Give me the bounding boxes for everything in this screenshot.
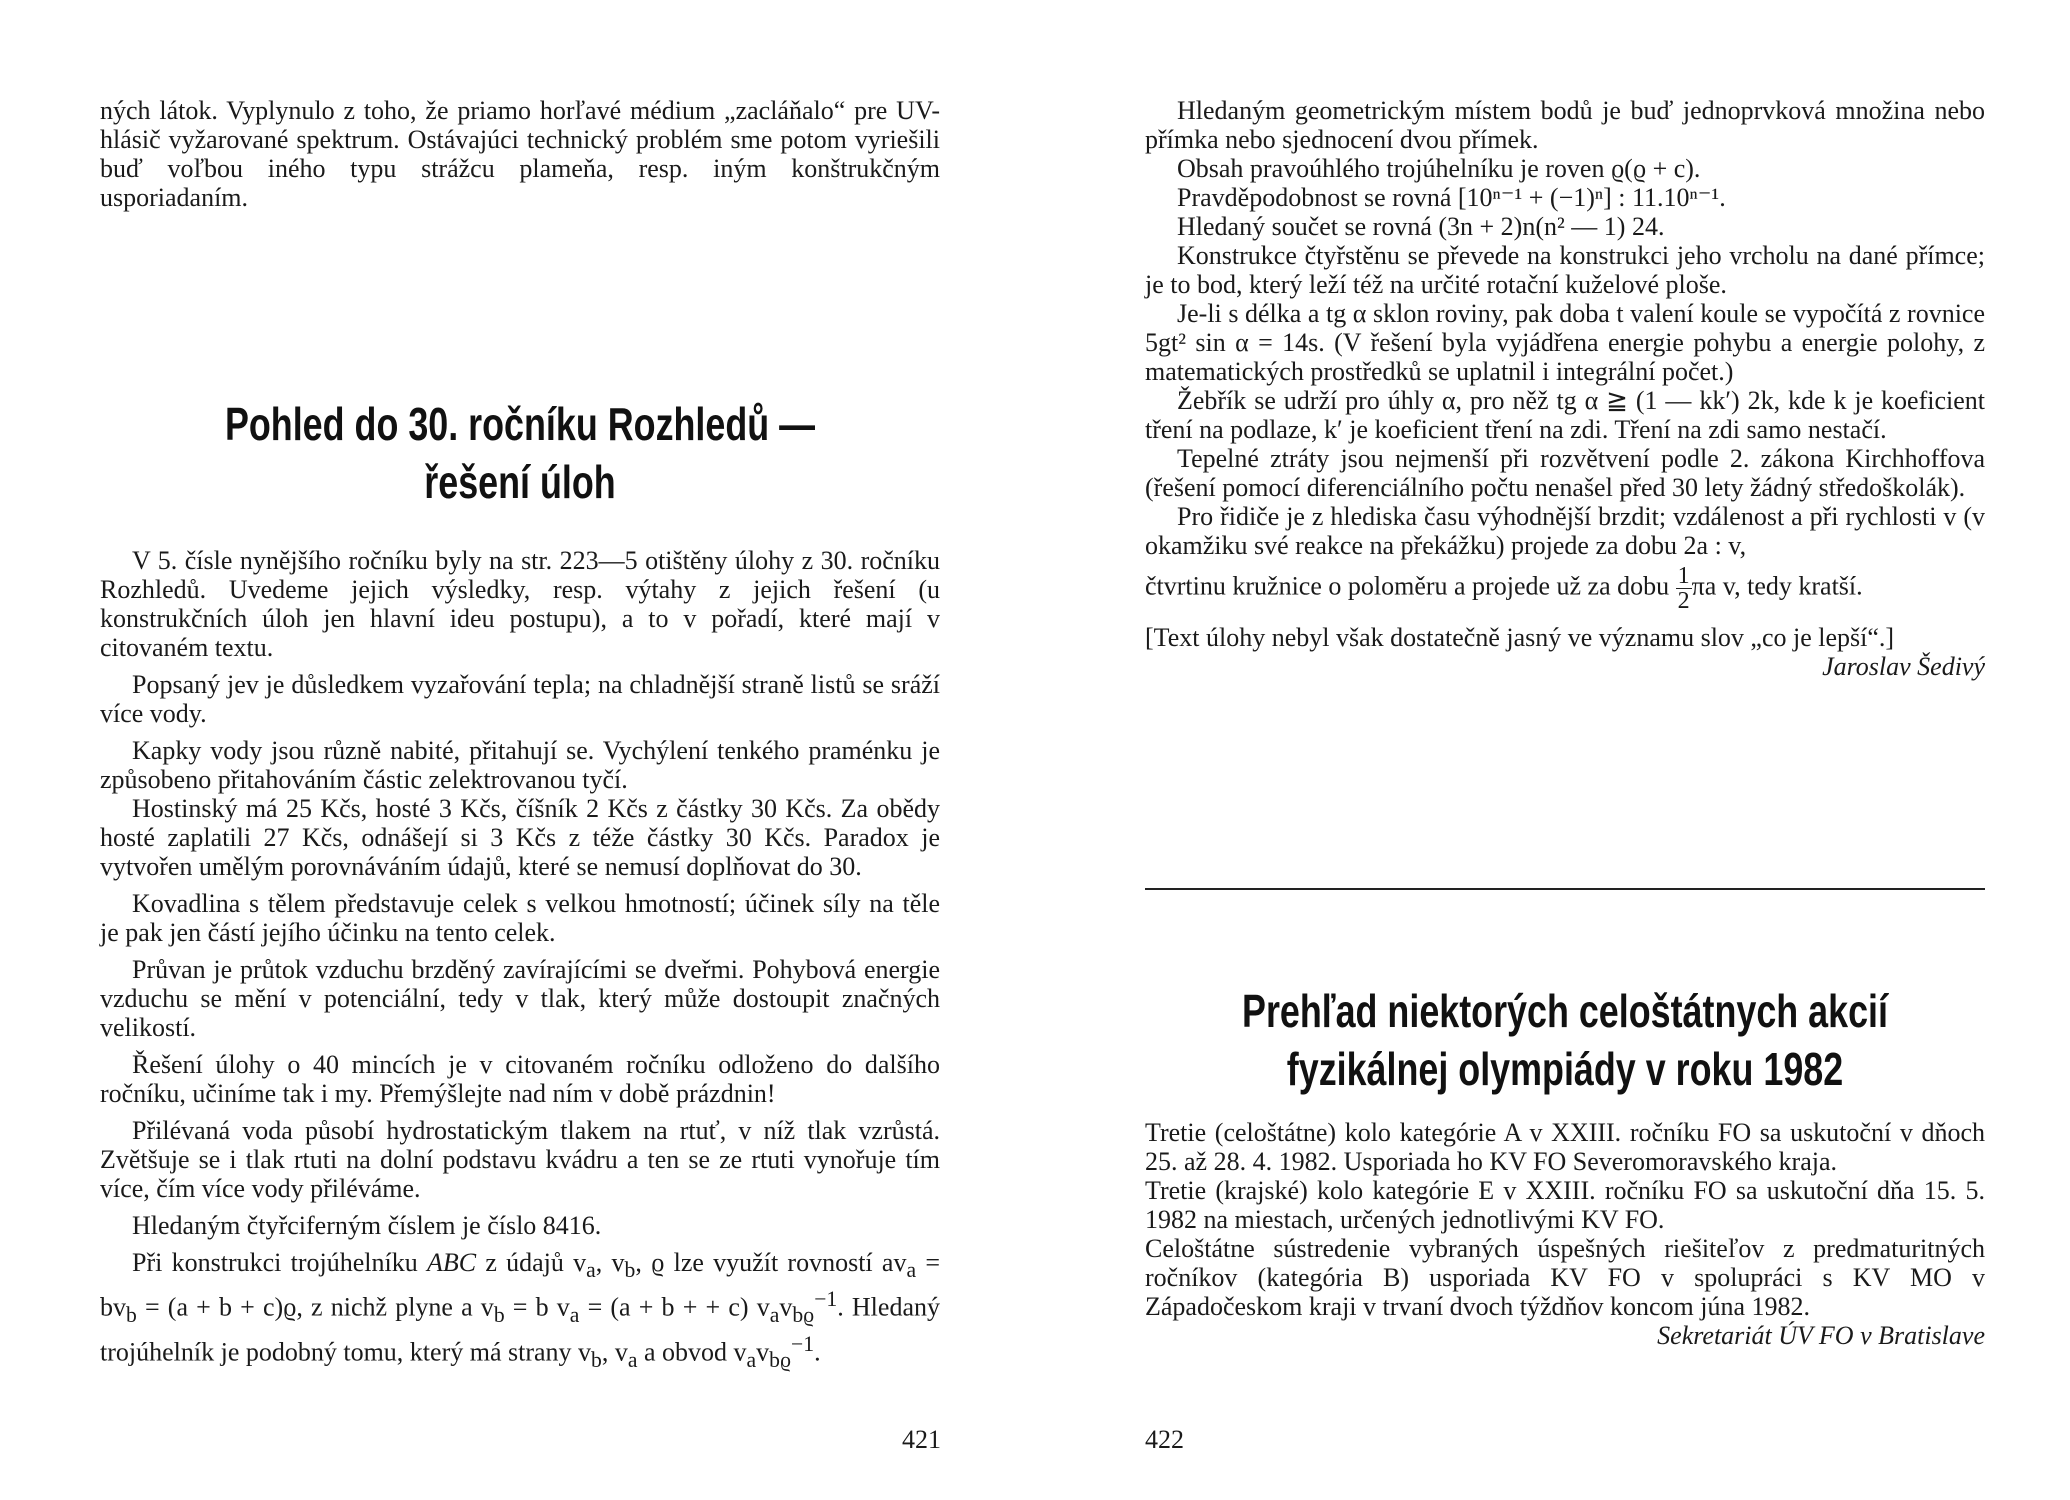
paragraph: Celoštátne sústredenie vybraných úspešných riešiteľov z predmaturitných ročníkov (kategória B) usporiada KV FO v spolupráci s KV MO v Západočeskom kraji v trvaní dvoch týždňov koncom júna 1982. bbox=[1145, 1234, 1985, 1321]
left-page bbox=[100, 0, 940, 1500]
paragraph: Hostinský má 25 Kčs, hosté 3 Kčs, číšník 2 Kčs z částky 30 Kčs. Za obědy hosté zaplatili 27 Kčs, odnášejí si 3 Kčs z téže částky 30 Kčs. Paradox je vytvořen umělým porovnáváním údajů, které se nemusí doplňovat do 30. bbox=[100, 794, 940, 881]
section-divider bbox=[1145, 888, 1985, 890]
sub: a bbox=[586, 1258, 596, 1283]
sub: b bbox=[493, 1303, 505, 1328]
text: = bv bbox=[100, 1248, 940, 1322]
right-page bbox=[1145, 0, 1985, 1500]
paragraph: Žebřík se udrží pro úhly α, pro něž tg α ≧ (1 — kk′) 2k, kde k je koeficient tření na podlaze, k′ je koeficient tření na zdi. Tření na zdi samo nestačí. bbox=[1145, 386, 1985, 444]
solutions-continued bbox=[1145, 96, 1985, 681]
olympiad-body bbox=[1145, 1118, 1985, 1350]
text: πa v, tedy kratší. bbox=[1691, 571, 1863, 601]
solutions-body bbox=[100, 546, 940, 1375]
text: a obvod v bbox=[637, 1337, 747, 1367]
fraction-denominator: 2 bbox=[1677, 588, 1690, 614]
paragraph: Hledaný součet se rovná (3n + 2)n(n² — 1) 24. bbox=[1177, 212, 1665, 241]
sub: bϱ bbox=[769, 1347, 792, 1372]
text: = (a + b + + c) v bbox=[579, 1292, 770, 1322]
paragraph: Je-li s délka a tg α sklon roviny, pak doba t valení koule se vypočítá z rovnice 5gt² sin α = 14s. (V řešení byla vyjádřena energie pohybu a energie polohy, z matematických prostředků se uplatnil i integrální počet.) bbox=[1145, 299, 1985, 386]
math: ABC bbox=[426, 1248, 477, 1277]
sub: a bbox=[769, 1303, 780, 1328]
sub: a bbox=[627, 1347, 638, 1372]
text: v bbox=[779, 1292, 793, 1322]
sub: bϱ bbox=[792, 1303, 815, 1328]
bracket-note: [Text úlohy nebyl však dostatečně jasný ve významu slov „co je lepší“.] bbox=[1145, 623, 1895, 652]
heading-line-2: řešení úloh bbox=[424, 456, 616, 508]
text: . bbox=[814, 1337, 821, 1367]
paragraph: Hledaným čtyřciferným číslem je číslo 8416. bbox=[132, 1211, 602, 1240]
sub: b bbox=[126, 1303, 137, 1328]
paragraph: Konstrukce čtyřstěnu se převede na konstrukci jeho vrcholu na dané přímce; je to bod, který leží též na určité rotační kuželové ploše. bbox=[1145, 241, 1985, 299]
paragraph: Pravděpodobnost se rovná [10ⁿ⁻¹ + (−1)ⁿ] : 11.10ⁿ⁻¹. bbox=[1177, 183, 1726, 212]
paragraph: Hledaným geometrickým místem bodů je buď jednoprvková množina nebo přímka nebo sjednocení dvou přímek. bbox=[1145, 96, 1985, 154]
page-number-left: 421 bbox=[902, 1425, 941, 1454]
sub: b bbox=[624, 1258, 636, 1283]
heading-line-2: fyzikálnej olympiády v roku 1982 bbox=[1286, 1043, 1844, 1095]
sub: a bbox=[906, 1258, 917, 1283]
text: čtvrtinu kružnice o poloměru a projede už za dobu bbox=[1145, 571, 1676, 601]
sub: b bbox=[591, 1347, 602, 1372]
fraction-numerator: 1 bbox=[1677, 563, 1690, 589]
text: , ϱ lze využít rovností av bbox=[635, 1248, 907, 1277]
paragraph: Řešení úlohy o 40 mincích je v citovaném ročníku odloženo do dalšího ročníku, učiníme tak i my. Přemýšlejte nad ním v době prázdnin! bbox=[100, 1050, 940, 1108]
paragraph: Tretie (krajské) kolo kategórie E v XXIII. ročníku FO sa uskutoční dňa 15. 5. 1982 na miestach, určených jednotlivými KV FO. bbox=[1145, 1176, 1985, 1234]
paragraph: Pro řidiče je z hlediska času výhodnější brzdit; vzdálenost a při rychlosti v (v okamžiku své reakce na překážku) projede za dobu 2a : v, bbox=[1145, 502, 1985, 560]
sub: a bbox=[746, 1347, 757, 1372]
text: , v bbox=[595, 1248, 625, 1277]
section-heading-olympiada bbox=[1237, 982, 1892, 1098]
paragraph: Kovadlina s tělem představuje celek s velkou hmotností; účinek síly na těle je pak jen částí jejího účinku na tento celek. bbox=[100, 889, 940, 947]
text: = (a + b + c)ϱ, z nichž plyne a v bbox=[136, 1292, 494, 1322]
signature-author: Jaroslav Šedivý bbox=[1822, 652, 1985, 681]
intro-paragraph: ných látok. Vyplynulo z toho, že priamo horľavé médium „zacláňalo“ pre UV-hlásič vyžarované spektrum. Ostávajúci technický problém sme potom vyriešili buď voľbou iného typu strážcu plameňa, resp. iným konštrukčným usporiadaním. bbox=[100, 96, 940, 212]
paragraph: Obsah pravoúhlého trojúhelníku je roven ϱ(ϱ + c). bbox=[1177, 154, 1701, 183]
paragraph: V 5. čísle nynějšího ročníku byly na str. 223—5 otištěny úlohy z 30. ročníku Rozhledů. Uvedeme jejich výsledky, resp. výtahy z jejich řešení (u konstrukčních úloh jen hlavní ideu postupu), a to v pořadí, které mají v citovaném textu. bbox=[100, 546, 940, 662]
text: . Hledaný trojúhelník je podobný tomu, který má strany v bbox=[100, 1292, 940, 1367]
paragraph: Tretie (celoštátne) kolo kategórie A v XXIII. ročníku FO sa uskutoční v dňoch 25. až 28. 4. 1982. Usporiada ho KV FO Severomoravského kraja. bbox=[1145, 1118, 1985, 1176]
heading-line-1: Pohled do 30. ročníku Rozhledů — bbox=[224, 398, 816, 450]
paragraph: Kapky vody jsou různě nabité, přitahují se. Vychýlení tenkého praménku je způsobeno přitahováním částic zelektrovanou tyčí. bbox=[100, 736, 940, 794]
paragraph-fraction bbox=[1145, 564, 1985, 613]
signature-secretariat: Sekretariát ÚV FO v Bratislave bbox=[1657, 1321, 1985, 1350]
page-number-right: 422 bbox=[1145, 1425, 1184, 1454]
text: , v bbox=[601, 1337, 628, 1367]
sub: a bbox=[569, 1303, 580, 1328]
paragraph: Tepelné ztráty jsou nejmenší při rozvětvení podle 2. zákona Kirchhoffova (řešení pomocí diferenciálního počtu nenašel před 30 lety žádný středoškolák). bbox=[1145, 444, 1985, 502]
text: z údajů v bbox=[476, 1248, 587, 1277]
text: = b v bbox=[504, 1292, 570, 1322]
sup: −1 bbox=[791, 1332, 815, 1357]
text: Při konstrukci trojúhelníku bbox=[132, 1248, 427, 1277]
paragraph: Průvan je průtok vzduchu brzděný zavírajícími se dveřmi. Pohybová energie vzduchu se mění v potenciální, tedy v tlak, který může dostoupit značných velikostí. bbox=[100, 955, 940, 1042]
paragraph-triangle bbox=[100, 1248, 940, 1375]
text: v bbox=[756, 1337, 770, 1367]
paragraph: Popsaný jev je důsledkem vyzařování tepla; na chladnější straně listů se sráží více vody. bbox=[100, 670, 940, 728]
paragraph: Přilévaná voda působí hydrostatickým tlakem na rtuť, v níž tlak vzrůstá. Zvětšuje se i tlak rtuti na dolní podstavu kvádru a ten se ze rtuti vynořuje tím více, čím více vody přiléváme. bbox=[100, 1116, 940, 1203]
fraction bbox=[1676, 564, 1692, 613]
heading-line-1: Prehľad niektorých celoštátnych akcií bbox=[1242, 985, 1888, 1037]
section-heading-rozhledu bbox=[192, 395, 847, 511]
sup: −1 bbox=[814, 1287, 838, 1312]
